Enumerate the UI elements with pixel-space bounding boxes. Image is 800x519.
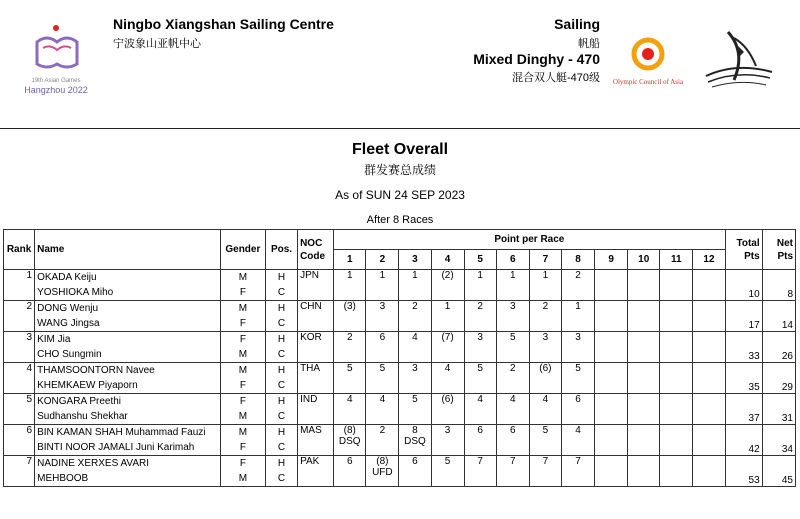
race-score: 3 xyxy=(561,332,594,363)
position-cell: C xyxy=(265,285,297,301)
athlete-name: KONGARA Preethi xyxy=(35,394,221,410)
col-race-11: 11 xyxy=(660,250,693,270)
race-score xyxy=(693,332,725,363)
race-score: 3 xyxy=(366,301,399,332)
gender-cell: M xyxy=(220,301,265,317)
race-score: 4 xyxy=(464,394,496,425)
race-score: 8 DSQ xyxy=(399,425,431,456)
athlete-name: THAMSOONTORN Navee xyxy=(35,363,221,379)
race-score: 5 xyxy=(334,363,366,394)
races-completed: After 8 Races xyxy=(366,214,434,226)
race-score: 5 xyxy=(431,456,464,487)
games-logo-line1: 19th Asian Games xyxy=(31,78,81,84)
sport-name: Sailing xyxy=(554,16,600,32)
race-score: 1 xyxy=(334,270,366,301)
total-points: 37 xyxy=(725,394,762,425)
total-points: 10 xyxy=(725,270,762,301)
athlete-name: KIM Jia xyxy=(35,332,221,348)
gender-cell: M xyxy=(220,347,265,363)
athlete-name: Sudhanshu Shekhar xyxy=(35,409,221,425)
athlete-name: BIN KAMAN SHAH Muhammad Fauzi xyxy=(35,425,221,441)
oca-logo xyxy=(604,32,692,92)
race-score: 4 xyxy=(399,332,431,363)
race-score: 1 xyxy=(366,270,399,301)
col-race-12: 12 xyxy=(693,250,725,270)
gender-cell: M xyxy=(220,471,265,487)
table-row xyxy=(4,363,796,379)
position-cell: C xyxy=(265,316,297,332)
as-of-date: As of SUN 24 SEP 2023 xyxy=(335,188,465,202)
noc-cell: THA xyxy=(298,363,334,394)
race-score: 7 xyxy=(561,456,594,487)
race-score: 3 xyxy=(431,425,464,456)
race-score: 1 xyxy=(431,301,464,332)
race-score xyxy=(628,270,660,301)
rank-cell: 5 xyxy=(4,394,35,425)
race-score: 3 xyxy=(464,332,496,363)
col-race-3: 3 xyxy=(399,250,431,270)
race-score: 1 xyxy=(464,270,496,301)
position-cell: H xyxy=(265,332,297,348)
race-score: 5 xyxy=(561,363,594,394)
total-points: 53 xyxy=(725,456,762,487)
position-cell: H xyxy=(265,456,297,472)
gender-cell: F xyxy=(220,378,265,394)
race-score xyxy=(595,394,628,425)
race-score xyxy=(693,394,725,425)
games-logo-line2: Hangzhou 2022 xyxy=(24,85,88,95)
race-score: 2 xyxy=(561,270,594,301)
table-row xyxy=(4,425,796,441)
net-points: 31 xyxy=(762,394,795,425)
gender-cell: M xyxy=(220,425,265,441)
race-score xyxy=(660,363,693,394)
col-pos: Pos. xyxy=(265,230,297,270)
col-race-6: 6 xyxy=(496,250,529,270)
race-score: (8) DSQ xyxy=(334,425,366,456)
position-cell: C xyxy=(265,409,297,425)
venue-name-cn: 宁波象山亚帆中心 xyxy=(113,38,201,50)
gender-cell: M xyxy=(220,363,265,379)
race-score xyxy=(660,332,693,363)
asian-games-logo xyxy=(15,22,97,100)
table-row xyxy=(4,456,796,472)
oca-logo-text: Olympic Council of Asia xyxy=(612,78,684,86)
noc-cell: MAS xyxy=(298,425,334,456)
net-points: 26 xyxy=(762,332,795,363)
gender-cell: M xyxy=(220,270,265,286)
rank-cell: 7 xyxy=(4,456,35,487)
gender-cell: F xyxy=(220,285,265,301)
race-score: 4 xyxy=(561,425,594,456)
noc-cell: CHN xyxy=(298,301,334,332)
race-score xyxy=(595,425,628,456)
race-score: 4 xyxy=(529,394,561,425)
gender-cell: F xyxy=(220,394,265,410)
table-row xyxy=(4,270,796,286)
results-table xyxy=(3,229,796,487)
col-points-per-race: Point per Race xyxy=(334,230,725,250)
athlete-name: BINTI NOOR JAMALI Juni Karimah xyxy=(35,440,221,456)
race-score: 1 xyxy=(496,270,529,301)
race-score xyxy=(628,301,660,332)
race-score xyxy=(693,270,725,301)
race-score: 1 xyxy=(529,270,561,301)
race-score xyxy=(660,456,693,487)
race-score: (6) xyxy=(431,394,464,425)
col-race-1: 1 xyxy=(334,250,366,270)
col-race-9: 9 xyxy=(595,250,628,270)
total-points: 33 xyxy=(725,332,762,363)
race-score: 2 xyxy=(366,425,399,456)
race-score: 4 xyxy=(366,394,399,425)
table-row xyxy=(4,332,796,348)
race-score: (7) xyxy=(431,332,464,363)
rank-cell: 4 xyxy=(4,363,35,394)
position-cell: H xyxy=(265,425,297,441)
race-score: (8) UFD xyxy=(366,456,399,487)
gender-cell: F xyxy=(220,332,265,348)
race-score: (2) xyxy=(431,270,464,301)
race-score xyxy=(693,301,725,332)
position-cell: C xyxy=(265,347,297,363)
athlete-name: YOSHIOKA Miho xyxy=(35,285,221,301)
net-points: 8 xyxy=(762,270,795,301)
athlete-name: NADINE XERXES AVARI xyxy=(35,456,221,472)
rank-cell: 6 xyxy=(4,425,35,456)
race-score: 1 xyxy=(399,270,431,301)
sport-name-cn: 帆船 xyxy=(578,38,600,50)
race-score xyxy=(595,301,628,332)
race-score: 7 xyxy=(496,456,529,487)
position-cell: C xyxy=(265,378,297,394)
athlete-name: KHEMKAEW Piyaporn xyxy=(35,378,221,394)
noc-cell: JPN xyxy=(298,270,334,301)
col-race-5: 5 xyxy=(464,250,496,270)
sailing-pictogram xyxy=(698,28,778,90)
race-score xyxy=(693,363,725,394)
col-race-7: 7 xyxy=(529,250,561,270)
col-net: Net Pts xyxy=(762,230,795,270)
noc-cell: IND xyxy=(298,394,334,425)
position-cell: C xyxy=(265,471,297,487)
race-score: 7 xyxy=(464,456,496,487)
page-title: Fleet Overall xyxy=(351,141,449,158)
race-score: 3 xyxy=(399,363,431,394)
athlete-name: OKADA Keiju xyxy=(35,270,221,286)
rank-cell: 1 xyxy=(4,270,35,301)
race-score: 6 xyxy=(366,332,399,363)
gender-cell: F xyxy=(220,440,265,456)
athlete-name: WANG Jingsa xyxy=(35,316,221,332)
race-score: 1 xyxy=(561,301,594,332)
race-score: 6 xyxy=(464,425,496,456)
noc-cell: KOR xyxy=(298,332,334,363)
col-gender: Gender xyxy=(220,230,265,270)
net-points: 14 xyxy=(762,301,795,332)
race-score: 5 xyxy=(496,332,529,363)
net-points: 34 xyxy=(762,425,795,456)
race-score: 6 xyxy=(334,456,366,487)
athlete-name: MEHBOOB xyxy=(35,471,221,487)
race-score: 6 xyxy=(399,456,431,487)
race-score: (6) xyxy=(529,363,561,394)
col-race-4: 4 xyxy=(431,250,464,270)
total-points: 42 xyxy=(725,425,762,456)
race-score: 5 xyxy=(529,425,561,456)
race-score: 3 xyxy=(496,301,529,332)
race-score: 6 xyxy=(561,394,594,425)
race-score xyxy=(628,394,660,425)
col-name: Name xyxy=(35,230,221,270)
net-points: 45 xyxy=(762,456,795,487)
race-score: 6 xyxy=(496,425,529,456)
position-cell: H xyxy=(265,394,297,410)
race-score: (3) xyxy=(334,301,366,332)
position-cell: H xyxy=(265,363,297,379)
header-divider xyxy=(0,128,800,129)
position-cell: H xyxy=(265,301,297,317)
event-name-cn: 混合双人艇-470级 xyxy=(511,72,600,84)
position-cell: C xyxy=(265,440,297,456)
noc-cell: PAK xyxy=(298,456,334,487)
net-points: 29 xyxy=(762,363,795,394)
gender-cell: F xyxy=(220,456,265,472)
total-points: 35 xyxy=(725,363,762,394)
race-score xyxy=(660,301,693,332)
race-score xyxy=(628,332,660,363)
race-score xyxy=(693,456,725,487)
race-score: 5 xyxy=(464,363,496,394)
race-score xyxy=(595,363,628,394)
race-score: 2 xyxy=(334,332,366,363)
athlete-name: DONG Wenju xyxy=(35,301,221,317)
col-race-10: 10 xyxy=(628,250,660,270)
race-score: 5 xyxy=(366,363,399,394)
athlete-name: CHO Sungmin xyxy=(35,347,221,363)
race-score xyxy=(660,425,693,456)
col-rank: Rank xyxy=(4,230,35,270)
race-score xyxy=(595,332,628,363)
race-score: 4 xyxy=(496,394,529,425)
venue-name: Ningbo Xiangshan Sailing Centre xyxy=(113,16,334,32)
gender-cell: F xyxy=(220,316,265,332)
race-score: 4 xyxy=(334,394,366,425)
race-score xyxy=(660,270,693,301)
total-points: 17 xyxy=(725,301,762,332)
race-score xyxy=(660,394,693,425)
race-score: 5 xyxy=(399,394,431,425)
race-score: 2 xyxy=(399,301,431,332)
race-score: 7 xyxy=(529,456,561,487)
rank-cell: 2 xyxy=(4,301,35,332)
col-total: Total Pts xyxy=(725,230,762,270)
col-race-8: 8 xyxy=(561,250,594,270)
race-score: 2 xyxy=(529,301,561,332)
race-score xyxy=(628,363,660,394)
race-score xyxy=(595,456,628,487)
col-race-2: 2 xyxy=(366,250,399,270)
gender-cell: M xyxy=(220,409,265,425)
race-score: 3 xyxy=(529,332,561,363)
race-score: 4 xyxy=(431,363,464,394)
table-row xyxy=(4,301,796,317)
col-noc: NOC Code xyxy=(298,230,334,270)
race-score xyxy=(628,456,660,487)
table-row xyxy=(4,394,796,410)
race-score xyxy=(628,425,660,456)
position-cell: H xyxy=(265,270,297,286)
race-score: 2 xyxy=(464,301,496,332)
event-name: Mixed Dinghy - 470 xyxy=(473,51,600,67)
race-score: 2 xyxy=(496,363,529,394)
race-score xyxy=(595,270,628,301)
race-score xyxy=(693,425,725,456)
rank-cell: 3 xyxy=(4,332,35,363)
page-title-cn: 群发赛总成绩 xyxy=(363,163,436,177)
